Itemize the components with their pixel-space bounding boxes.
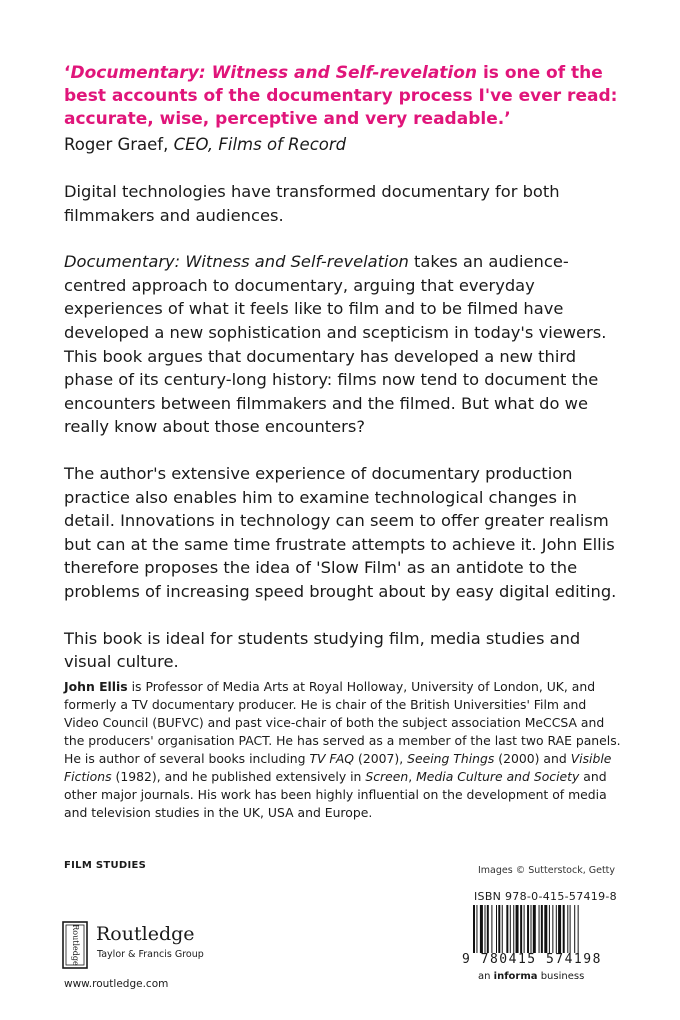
bio-book-title: Visible Fictions [64, 751, 612, 784]
isbn-barcode-block [462, 890, 622, 980]
author-name: John Ellis [64, 679, 128, 694]
description-paragraph-1: Digital technologies have transformed documentary for both filmmakers and audiences. [64, 182, 560, 225]
quote-author: Roger Graef, [64, 135, 174, 154]
image-credits: Images © Sutterstock, Getty [478, 865, 616, 876]
bio-text: (1982), and he published extensively in [111, 769, 366, 784]
informa-suffix: business [537, 971, 585, 982]
informa-tagline [478, 971, 584, 982]
quote-author-role: CEO, Films of Record [173, 135, 347, 154]
barcode-digits: 9 780415 574198 [462, 952, 602, 967]
quote-attribution [64, 133, 634, 156]
quote-text: ‘Documentary: Witness and Self-revelation is one of the best accounts of the documentary process I've ever read: accurate, wise, perceptive and very readable.’ [64, 63, 618, 129]
book-description [64, 180, 624, 697]
description-paragraph-4: This book is ideal for students studying film, media studies and visual culture. [64, 628, 581, 672]
bio-text: , [408, 769, 417, 784]
quote-book-title: Documentary: Witness and Self-revelation [70, 63, 478, 83]
bio-text: and other major journals. His work has been highly influential on the development of media and television studies in the UK, USA and Europe. [64, 769, 607, 820]
author-bio [64, 678, 624, 822]
logo-vertical-text: Routledge [71, 924, 80, 966]
description-paragraph-3: The author's extensive experience of documentary production practice also enables him to examine technological changes in detail. Innovations in technology can seem to offer greater realism but can at the same time frustrate attempts to achieve it. John Ellis therefore proposes the idea of 'Slow Film' as an antidote to the problems of increasing speed brought about by easy digital editing. [64, 463, 617, 601]
publisher-website[interactable]: www.routledge.com [64, 978, 169, 990]
endorsement-quote [64, 62, 634, 156]
barcode-icon [472, 905, 618, 953]
publisher-group: Taylor & Francis Group [97, 949, 204, 960]
subject-category: FILM STUDIES [64, 860, 147, 871]
bio-text: (2000) and [494, 751, 571, 766]
routledge-logo-icon [62, 921, 88, 969]
bio-book-title: TV FAQ [309, 751, 355, 766]
bio-book-title: Seeing Things [407, 751, 495, 766]
bio-journal-title: Screen [365, 769, 409, 784]
bio-text: is Professor of Media Arts at Royal Holloway, University of London, UK, and formerly a TV documentary producer. He is chair of the British Universities' Film and Video Council (BUFVC) and past vice-chair of both the subject association MeCCSA and the producers' organisation PACT. He has served as a member of the last two RAE panels. He is author of several books including [64, 679, 621, 766]
quote-body: is one of the best accounts of the documentary process I've ever read: accurate, wise, perceptive and very readable. [64, 63, 618, 129]
description-paragraph-2-text: takes an audience-centred approach to documentary, arguing that everyday experiences of what it feels like to film and to be filmed have developed a new sophistication and scepticism in today's viewers. This book argues that documentary has developed a new third phase of its century-long history: films now tend to document the encounters between filmmakers and the filmed. But what do we really know about those encounters? [64, 252, 607, 437]
informa-prefix: an [478, 971, 494, 982]
bio-journal-title: Media Culture and Society [416, 769, 580, 784]
description-book-title: Documentary: Witness and Self-revelation [64, 252, 409, 272]
description-paragraph-2 [64, 250, 624, 439]
informa-name: informa [493, 971, 538, 982]
isbn-number: ISBN 978-0-415-57419-8 [474, 890, 617, 903]
bio-text: (2007), [354, 751, 408, 766]
publisher-logo [62, 921, 212, 969]
publisher-name: Routledge [96, 923, 195, 945]
